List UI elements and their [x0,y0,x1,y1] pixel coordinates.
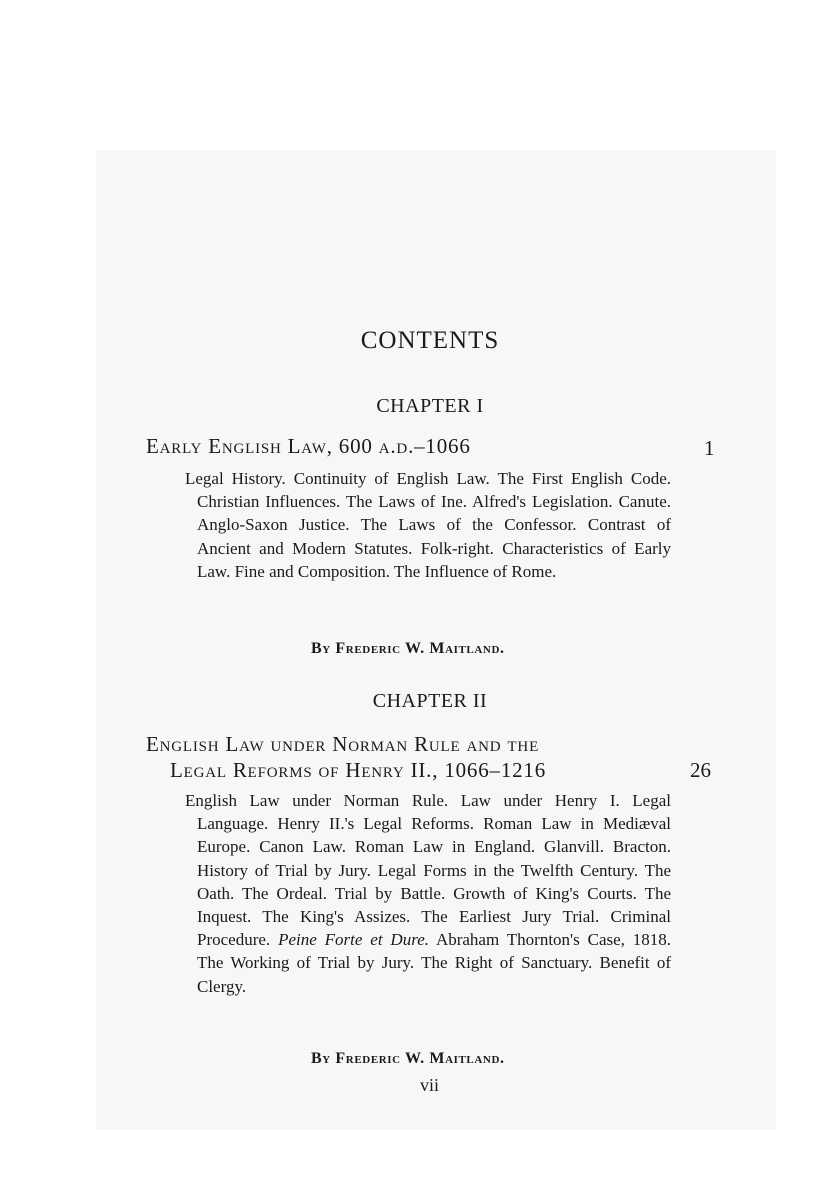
chapter-2-summary-italic: Peine Forte et Dure. [278,930,429,950]
chapter-2-title-line-2: Legal Reforms of Henry II., 1066–1216 [170,758,547,782]
chapter-1-title: Early English Law, 600 a.d.–1066 [146,434,471,458]
chapter-2-author: By Frederic W. Maitland. [311,1050,505,1067]
chapter-2-page-number: 26 [690,758,711,782]
chapter-1-author: By Frederic W. Maitland. [311,640,505,657]
chapter-2-summary-part-a: English Law under Norman Rule. Law under Henry I. Legal Language. Henry II.'s Legal Reforms. Roman Law in Mediæval Europe. Canon Law. Roman Law in England. Glanvill. Bracton. History of Trial by Jury. Legal Forms in the Twelfth Century. The Oath. The Ordeal. Trial by Battle. Growth of King's Courts. The Inquest. The King's Assizes. The Earliest Jury Trial. Criminal Procedure. [185,791,671,950]
chapter-1-heading: CHAPTER I [376,395,484,417]
chapter-2-heading: CHAPTER II [372,690,488,712]
contents-heading: CONTENTS [360,327,500,354]
page-folio: vii [420,1075,440,1095]
chapter-2-summary-part-b: Abraham Thornton's Case, 1818. The Working of Trial by Jury. The Right of Sanctuary. Benefit of Clergy. [197,930,672,996]
chapter-2-summary [185,789,671,998]
chapter-1-page-number: 1 [704,436,715,460]
chapter-2-title-line-1: English Law under Norman Rule and the [146,732,540,756]
chapter-1-summary: Legal History. Continuity of English Law. The First English Code. Christian Influences. The Laws of Ine. Alfred's Legislation. Canute. Anglo-Saxon Justice. The Laws of the Confessor. Contrast of Ancient and Modern Statutes. Folk-right. Characteristics of Early Law. Fine and Composition. The Influence of Rome. [185,469,671,581]
